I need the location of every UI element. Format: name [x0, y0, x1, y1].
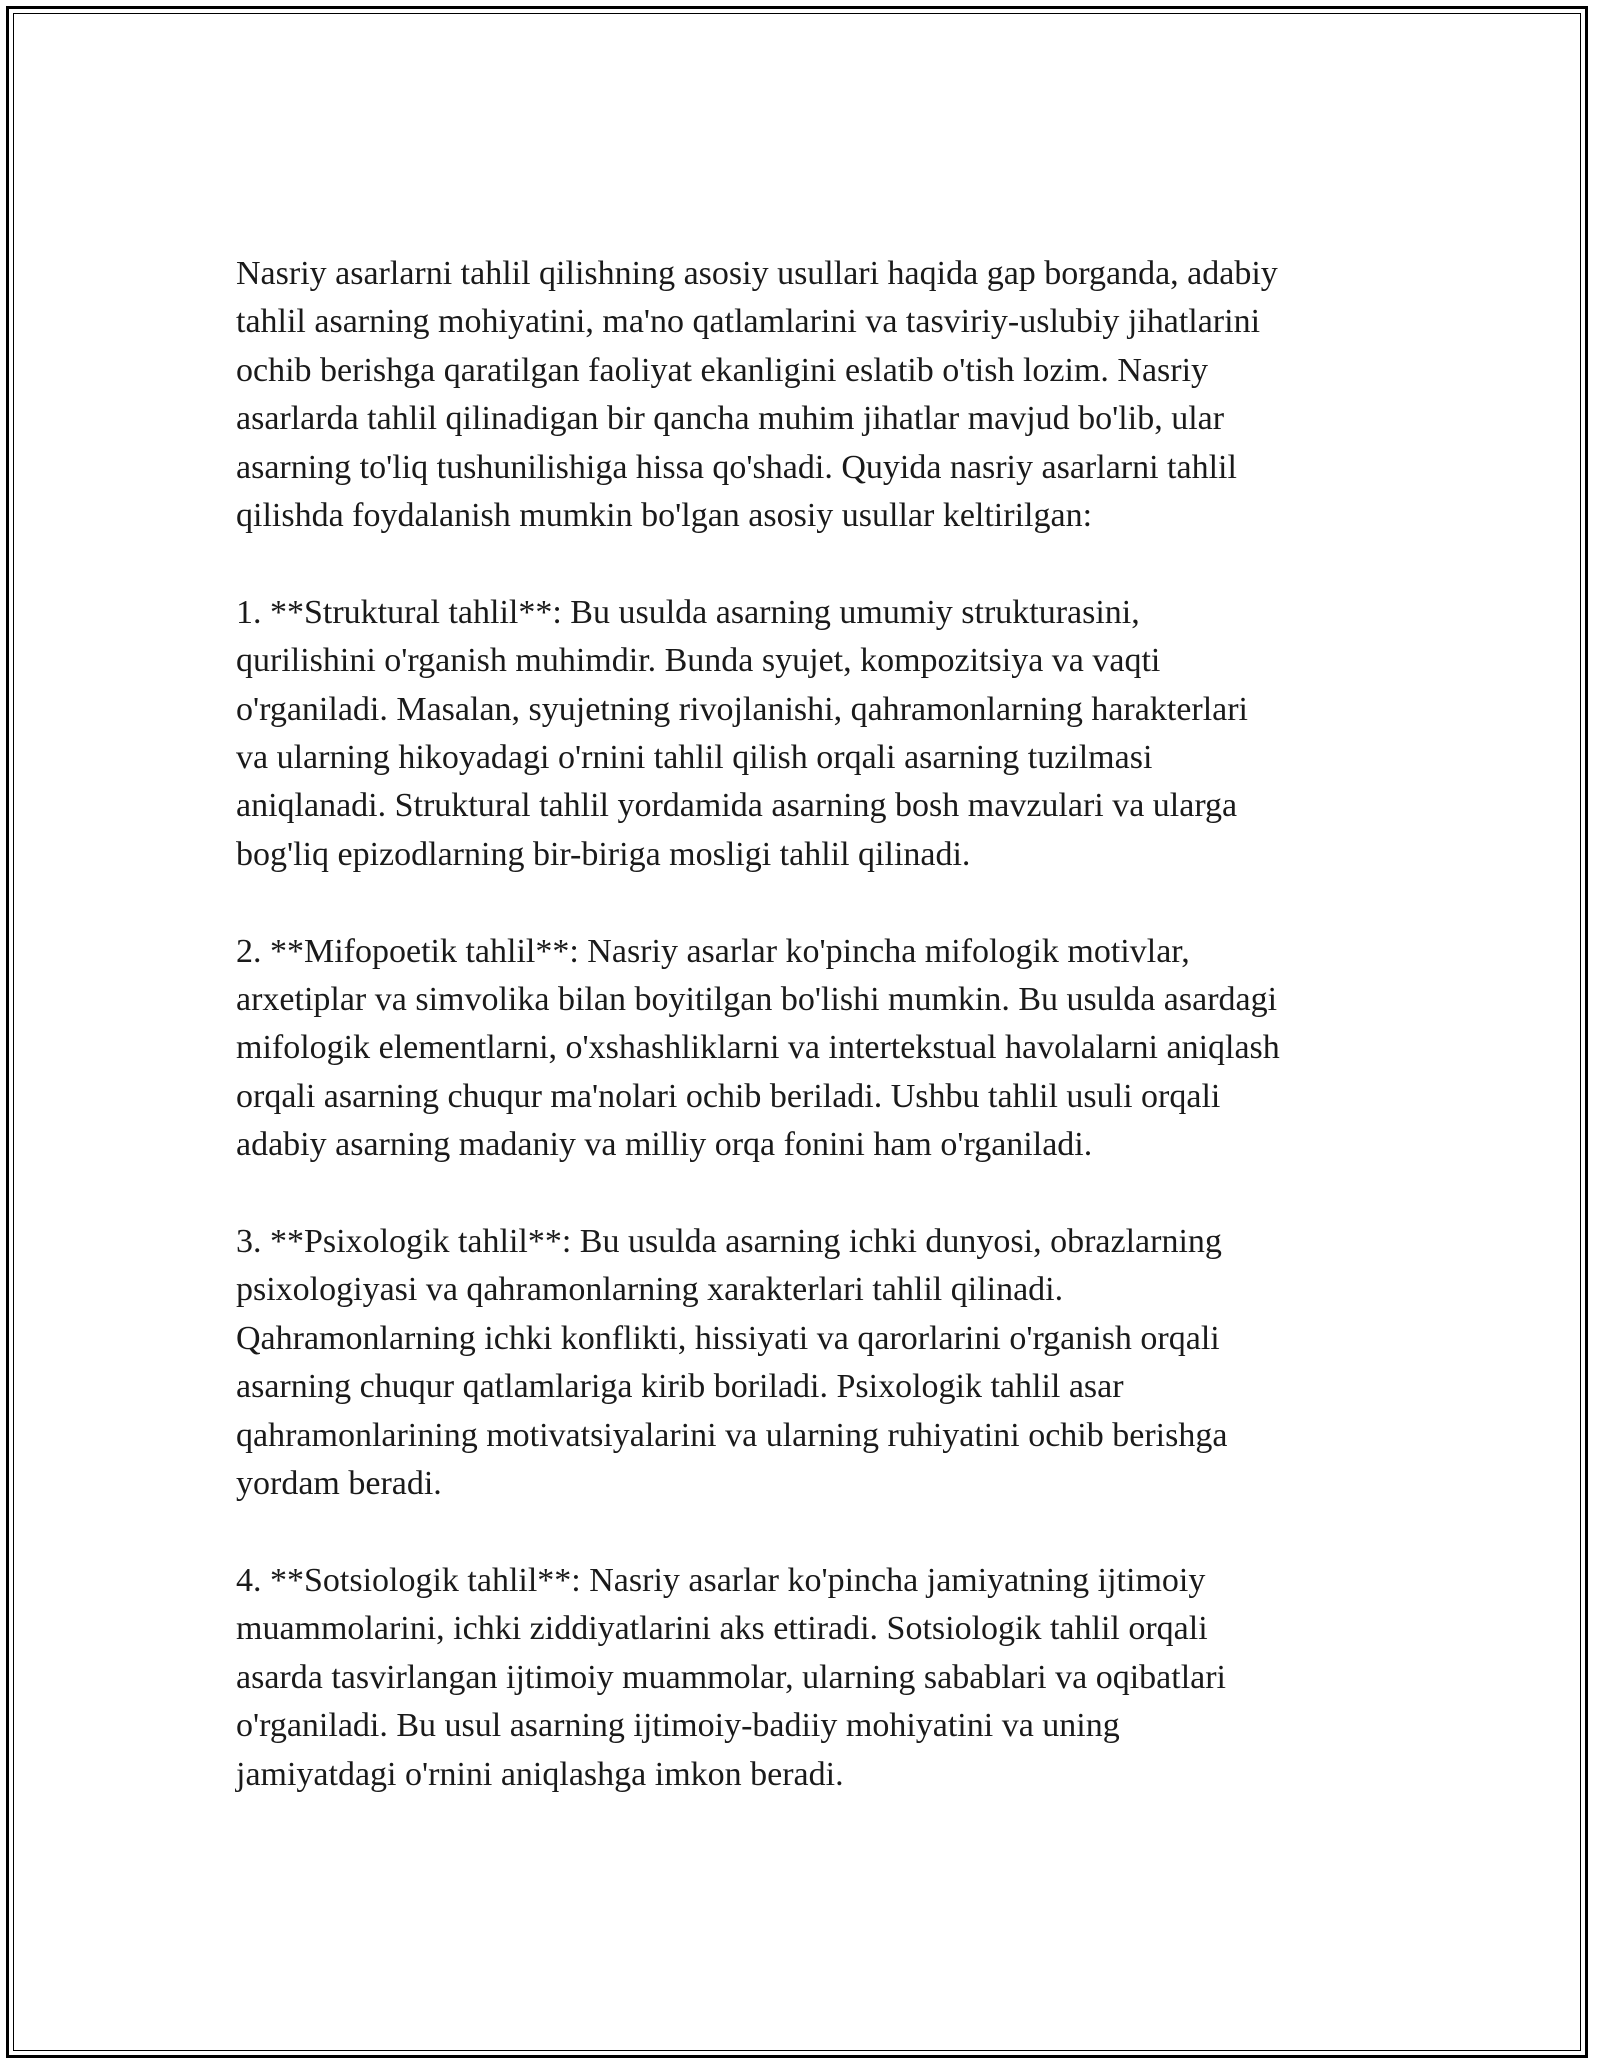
text-line: orqali asarning chuqur ma'nolari ochib beriladi. Ushbu tahlil usuli orqali	[236, 1077, 1221, 1115]
text-line: aniqlanadi. Struktural tahlil yordamida asarning bosh mavzulari va ularga	[236, 787, 1238, 825]
text-line: ochib berishga qaratilgan faoliyat ekanligini eslatib o'tish lozim. Nasriy	[236, 351, 1209, 389]
structural-analysis-paragraph	[236, 589, 1386, 879]
text-line: o'rganiladi. Masalan, syujetning rivojlanishi, qahramonlarning harakterlari	[236, 690, 1248, 728]
text-line: va ularning hikoyadagi o'rnini tahlil qilish orqali asarning tuzilmasi	[236, 739, 1153, 777]
text-line: arxetiplar va simvolika bilan boyitilgan bo'lishi mumkin. Bu usulda asardagi	[236, 981, 1278, 1019]
text-line: qahramonlarining motivatsiyalarini va ularning ruhiyatini ochib berishga	[236, 1416, 1228, 1454]
mythopoetic-analysis-paragraph	[236, 928, 1386, 1170]
text-line: psixologiyasi va qahramonlarning xarakterlari tahlil qilinadi.	[236, 1271, 1064, 1309]
text-line: qilishda foydalanish mumkin bo'lgan asosiy usullar keltirilgan:	[236, 497, 1093, 535]
intro-paragraph	[236, 250, 1386, 540]
text-line: yordam beradi.	[236, 1465, 442, 1503]
text-line: jamiyatdagi o'rnini aniqlashga imkon beradi.	[236, 1755, 844, 1793]
text-line: bog'liq epizodlarning bir-biriga mosligi tahlil qilinadi.	[236, 835, 971, 873]
text-line: Nasriy asarlarni tahlil qilishning asosiy usullari haqida gap borganda, adabiy	[236, 255, 1278, 292]
text-line: mifologik elementlarni, o'xshashliklarni va intertekstual havolalarni aniqlash	[236, 1029, 1280, 1067]
text-line: 1. **Struktural tahlil**: Bu usulda asarning umumiy strukturasini,	[236, 593, 1140, 631]
text-line: asarning to'liq tushunilishiga hissa qo'shadi. Quyida nasriy asarlarni tahlil	[236, 448, 1237, 486]
text-line: muammolarini, ichki ziddiyatlarini aks ettiradi. Sotsiologik tahlil orqali	[236, 1610, 1208, 1648]
text-line: 3. **Psixologik tahlil**: Bu usulda asarning ichki dunyosi, obrazlarning	[236, 1223, 1222, 1261]
text-line: Qahramonlarning ichki konflikti, hissiyati va qarorlarini o'rganish orqali	[236, 1319, 1220, 1357]
sociological-analysis-paragraph	[236, 1557, 1386, 1799]
document-body	[236, 250, 1386, 1847]
text-line: adabiy asarning madaniy va milliy orqa fonini ham o'rganiladi.	[236, 1126, 1093, 1164]
text-line: qurilishini o'rganish muhimdir. Bunda syujet, kompozitsiya va vaqti	[236, 642, 1161, 680]
text-line: tahlil asarning mohiyatini, ma'no qatlamlarini va tasviriy-uslubiy jihatlarini	[236, 303, 1261, 341]
text-line: 4. **Sotsiologik tahlil**: Nasriy asarlar ko'pincha jamiyatning ijtimoiy	[236, 1561, 1206, 1599]
text-line: asarlarda tahlil qilinadigan bir qancha muhim jihatlar mavjud bo'lib, ular	[236, 400, 1225, 438]
text-line: 2. **Mifopoetik tahlil**: Nasriy asarlar ko'pincha mifologik motivlar,	[236, 932, 1190, 970]
psychological-analysis-paragraph	[236, 1218, 1386, 1508]
text-line: asarning chuqur qatlamlariga kirib boriladi. Psixologik tahlil asar	[236, 1368, 1124, 1406]
text-line: o'rganiladi. Bu usul asarning ijtimoiy-badiiy mohiyatini va uning	[236, 1707, 1120, 1745]
text-line: asarda tasvirlangan ijtimoiy muammolar, ularning sabablari va oqibatlari	[236, 1658, 1227, 1696]
